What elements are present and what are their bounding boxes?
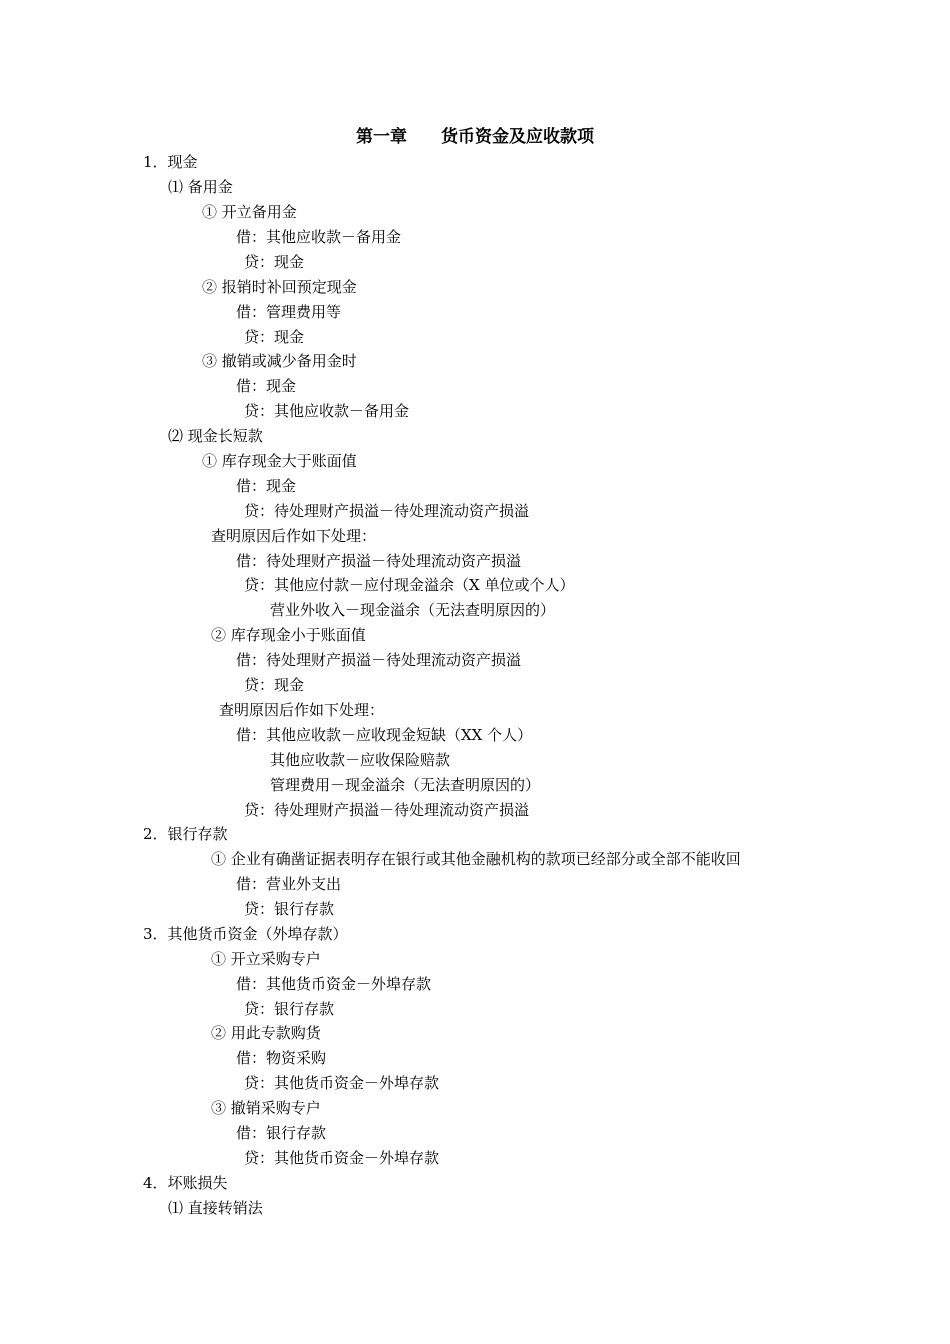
debit-line: 借：管理费用等 <box>236 303 342 321</box>
debit-line: 借：营业外支出 <box>236 875 342 893</box>
debit-line: 借：银行存款 <box>236 1124 327 1142</box>
credit-line: 贷：其他应收款－备用金 <box>244 402 410 420</box>
step-line: ① 开立备用金 <box>202 203 297 221</box>
debit-line: 借：其他应收款－应收现金短缺（XX 个人） <box>236 726 533 744</box>
subsection-direct-write-off: ⑴ 直接转销法 <box>168 1199 263 1217</box>
credit-line: 贷：现金 <box>244 253 305 271</box>
credit-line: 贷：银行存款 <box>244 1000 335 1018</box>
step-line: ② 用此专款购货 <box>211 1024 321 1042</box>
debit-line: 借：其他应收款－备用金 <box>236 228 402 246</box>
credit-line: 贷：其他应付款－应付现金溢余（X 单位或个人） <box>244 576 575 594</box>
debit-line: 借：待处理财产损溢－待处理流动资产损溢 <box>236 552 522 570</box>
step-line: ① 开立采购专户 <box>211 950 321 968</box>
credit-line: 贷：其他货币资金－外埠存款 <box>244 1074 440 1092</box>
step-line: ① 企业有确凿证据表明存在银行或其他金融机构的款项已经部分或全部不能收回 <box>211 850 741 868</box>
section-heading-bad-debts: 4．坏账损失 <box>143 1174 228 1192</box>
credit-line: 贷：现金 <box>244 328 305 346</box>
credit-line: 贷：待处理财产损溢－待处理流动资产损溢 <box>244 502 530 520</box>
section-heading-cash: 1．现金 <box>143 153 198 171</box>
debit-line: 借：现金 <box>236 377 297 395</box>
step-line: ③ 撤销或减少备用金时 <box>202 352 357 370</box>
subsection-cash-over-short: ⑵ 现金长短款 <box>168 427 263 445</box>
note-line: 查明原因后作如下处理： <box>219 701 385 719</box>
credit-line: 贷：其他货币资金－外埠存款 <box>244 1149 440 1167</box>
section-heading-other-funds: 3．其他货币资金（外埠存款） <box>143 925 348 943</box>
subsection-petty-cash: ⑴ 备用金 <box>168 178 233 196</box>
debit-line: 借：待处理财产损溢－待处理流动资产损溢 <box>236 651 522 669</box>
credit-line: 贷：银行存款 <box>244 900 335 918</box>
note-line: 查明原因后作如下处理： <box>211 527 377 545</box>
debit-line: 借：现金 <box>236 477 297 495</box>
continuation-line: 营业外收入－现金溢余（无法查明原因的） <box>270 601 556 619</box>
step-line: ③ 撤销采购专户 <box>211 1099 321 1117</box>
credit-line: 贷：现金 <box>244 676 305 694</box>
step-line: ② 库存现金小于账面值 <box>211 626 366 644</box>
chapter-title: 第一章 货币资金及应收款项 <box>356 127 594 147</box>
step-line: ① 库存现金大于账面值 <box>202 452 357 470</box>
section-heading-bank-deposit: 2．银行存款 <box>143 825 228 843</box>
continuation-line: 其他应收款－应收保险赔款 <box>270 751 451 769</box>
debit-line: 借：其他货币资金－外埠存款 <box>236 975 432 993</box>
step-line: ② 报销时补回预定现金 <box>202 278 357 296</box>
debit-line: 借：物资采购 <box>236 1049 327 1067</box>
continuation-line: 管理费用－现金溢余（无法查明原因的） <box>270 776 541 794</box>
credit-line: 贷：待处理财产损溢－待处理流动资产损溢 <box>244 801 530 819</box>
